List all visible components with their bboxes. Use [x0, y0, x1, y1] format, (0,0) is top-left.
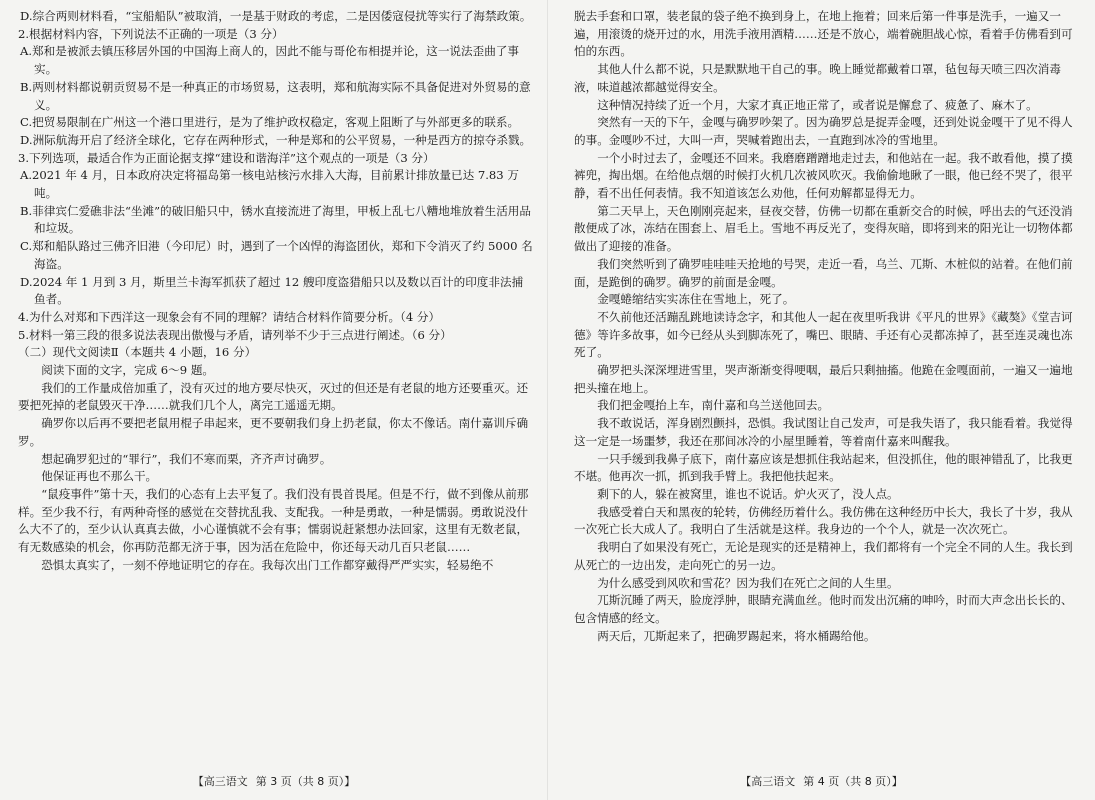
passage-paragraph: 他保证再也不那么干。 [41, 469, 158, 484]
q1-option-d: D.综合两则材料看，“宝船船队”被取消，一是基于财政的考虑，二是因倭寇侵扰等实行了海禁政策。 [20, 9, 532, 23]
question-3-option-d: D.2024 年 1 月到 3 月，斯里兰卡海军抓获了超过 12 艘印度盗猎船只以及数以百计的印度非法捕鱼者。 [20, 274, 524, 307]
section-instruction: 阅读下面的文字，完成 6～9 题。 [41, 363, 215, 378]
page-4 [548, 0, 1095, 800]
passage-paragraph: 想起确罗犯过的“罪行”，我们不寒而栗，齐齐声讨确罗。 [41, 451, 332, 466]
passage-paragraph: 我们的工作量成倍加重了，没有灭过的地方要尽快灭，灭过的但还是有老鼠的地方还要重灭。还要把死掉的老鼠毁灭干净……就我们几个人，离完工遥遥无期。 [18, 380, 529, 413]
passage-paragraph: 我不敢说话，浑身剧烈颤抖，恐惧。我试图让自己发声，可是我失语了，我只能看着。我觉得这一定是一场噩梦，我还在那间冰冷的小屋里睡着，等着南什嘉来叫醒我。 [574, 416, 1073, 448]
passage-paragraph: 确罗你以后再不要把老鼠用棍子串起来，更不要朝我们身上扔老鼠，你太不像话。南什嘉训斥确罗。 [18, 416, 529, 448]
passage-paragraph: 我感受着白天和黑夜的轮转，仿佛经历着什么。我仿佛在这种经历中长大，我长了十岁，我从一次死亡长大成人了。我明白了生活就是这样。我身边的一个个人，就是一次次死亡。 [574, 504, 1073, 537]
footer-page-number: 第 4 页（共 8 页）】 [803, 775, 903, 789]
passage-paragraph: 突然有一天的下午，金嘎与确罗吵架了。因为确罗总是捉弄金嘎，还到处说金嘎干了见不得人的事。金嘎吵不过，大叫一声，哭喊着跑出去，一直跑到冰冷的雪地里。 [574, 115, 1073, 147]
passage-paragraph: 剩下的人，躲在被窝里，谁也不说话。炉火灭了，没人点。 [597, 486, 899, 501]
passage-paragraph: 兀斯沉睡了两天，脸庞浮肿，眼睛充满血丝。他时而发出沉痛的呻吟，时而大声念出长长的、包含情感的经文。 [574, 593, 1073, 625]
passage-paragraph: 一个小时过去了，金嘎还不回来。我磨磨蹭蹭地走过去，和他站在一起。我不敢看他，摸了摸裤兜，掏出烟。在给他点烟的时候打火机几次被风吹灭。我偷偷地瞅了一眼，他已经不哭了，很平静，看不出任何表情。我不知道该怎么劝他，任何劝解都显得无力。 [574, 150, 1073, 201]
passage-paragraph: 第二天早上，天色刚刚亮起来，昼夜交替，仿佛一切都在重新交合的时候，呼出去的气还没消散便成了冰，冻结在围套上、眉毛上。雪地不再反光了，变得灰暗，即将到来的阳光让一切物体都做出了迎接的准备。 [574, 203, 1073, 254]
page-footer [0, 773, 548, 791]
footer-subject: 【高三语文 [740, 775, 796, 789]
passage-paragraph: 恐惧太真实了，一刻不停地证明它的存在。我每次出门工作都穿戴得严严实实，轻易绝不 [41, 557, 494, 572]
question-2-option-a: A.郑和是被派去镇压移居外国的中国海上商人的，因此不能与哥伦布相提并论，这一说法歪曲了事实。 [20, 44, 519, 77]
passage-paragraph: 这种情况持续了近一个月，大家才真正地正常了，或者说是懈怠了、疲惫了、麻木了。 [597, 97, 1038, 112]
question-4: 4.为什么对郑和下西洋这一现象会有不同的理解？请结合材料作简要分析。（4 分） [18, 309, 441, 324]
passage-paragraph: 其他人什么都不说，只是默默地干自己的事。晚上睡觉都戴着口罩，毡包每天喷三四次消毒液，味道越浓都越觉得安全。 [574, 62, 1061, 94]
page-footer [548, 773, 1095, 791]
section-title: （二）现代文阅读Ⅱ（本题共 4 小题，16 分） [18, 345, 257, 360]
passage-paragraph: 金嘎蜷缩结实实冻住在雪地上，死了。 [597, 292, 795, 307]
footer-subject: 【高三语文 [192, 775, 248, 789]
passage-paragraph: 我明白了如果没有死亡，无论是现实的还是精神上，我们都将有一个完全不同的人生。我长到从死亡的一边出发，走向死亡的另一边。 [574, 540, 1073, 572]
passage-paragraph: 两天后，兀斯起来了，把确罗踢起来，将水桶踢给他。 [597, 628, 876, 643]
passage-paragraph: 一只手缓到我鼻子底下，南什嘉应该是想抓住我站起来，但没抓住，他的眼神错乱了，比我更不堪。他再次一抓，抓到我手臂上。我把他扶起来。 [574, 451, 1073, 484]
question-2-stem: 2.根据材料内容，下列说法不正确的一项是（3 分） [18, 26, 284, 41]
passage-paragraph: 不久前他还活蹦乱跳地读诗念字，和其他人一起在夜里听我讲《平凡的世界》《藏獒》《堂吉诃德》等许多故事，如今已经从头到脚冻死了，嘴巴、眼睛、手还有心灵都冻掉了，甚至连灵魂也冻死了。 [574, 309, 1073, 360]
passage-paragraph: “鼠疫事件”第十天，我们的心态有上去平复了。我们没有畏首畏尾。但是不行，做不到像从前那样。至少我不行，有两种奇怪的感觉在交替扰乱我、支配我。一种是勇敢，一种是懦弱。勇敢说没什么大不了的，至少认认真真去做，小心谨慎就不会有事；懦弱说赶紧想办法回家，这里有无数老鼠，有无数感染的机会，你再防范都无济于事，因为活在危险中，你还每天动几百只老鼠…… [18, 486, 529, 555]
passage-paragraph: 脱去手套和口罩，装老鼠的袋子绝不换到身上，在地上拖着；回来后第一件事是洗手，一遍又一遍，用滚烫的烧开过的水，用洗手液用酒精……还是不放心，端着碗胆战心惊，看着手仿佛看到可怕的东西。 [574, 9, 1073, 59]
question-3-option-c: C.郑和船队路过三佛齐旧港（今印尼）时，遇到了一个凶悍的海盗团伙，郑和下令消灭了约 5000 名海盗。 [20, 239, 533, 271]
footer-page-number: 第 3 页（共 8 页）】 [255, 775, 356, 789]
question-5: 5.材料一第三段的很多说法表现出傲慢与矛盾，请列举不少于三点进行阐述。（6 分） [18, 327, 452, 342]
passage-paragraph: 确罗把头深深埋进雪里，哭声渐渐变得哽咽，最后只剩抽搐。他跪在金嘎面前，一遍又一遍地把头撞在地上。 [574, 363, 1073, 395]
passage-paragraph: 我们突然听到了确罗哇哇哇天抢地的号哭，走近一看，乌兰、兀斯、木桩似的站着。在他们前面，是跪倒的确罗。确罗的前面是金嘎。 [574, 256, 1073, 289]
question-3-stem: 3.下列选项，最适合作为正面论据支撑“建设和谐海洋”这个观点的一项是（3 分） [18, 150, 435, 165]
question-3-option-a: A.2021 年 4 月，日本政府决定将福岛第一核电站核污水排入大海，目前累计排放量已达 7.83 万吨。 [20, 168, 519, 201]
passage-paragraph: 我们把金嘎抬上车，南什嘉和乌兰送他回去。 [597, 398, 830, 413]
question-2-option-c: C.把贸易限制在广州这一个港口里进行，是为了维护政权稳定，客观上阻断了与外部更多的联系。 [20, 115, 520, 130]
question-2-option-b: B.两则材料都说朝贡贸易不是一种真正的市场贸易，这表明，郑和航海实际不具备促进对外贸易的意义。 [20, 79, 531, 112]
question-2-option-d: D.洲际航海开启了经济全球化，它存在两种形式，一种是郑和的公平贸易，一种是西方的掠夺杀戮。 [20, 132, 532, 147]
question-3-option-b: B.菲律宾仁爱礁非法“坐滩”的破旧船只中，锈水直接流进了海里，甲板上乱七八糟地堆放着生活用品和垃圾。 [20, 203, 531, 236]
passage-paragraph: 为什么感受到风吹和雪花？因为我们在死亡之间的人生里。 [597, 575, 899, 590]
